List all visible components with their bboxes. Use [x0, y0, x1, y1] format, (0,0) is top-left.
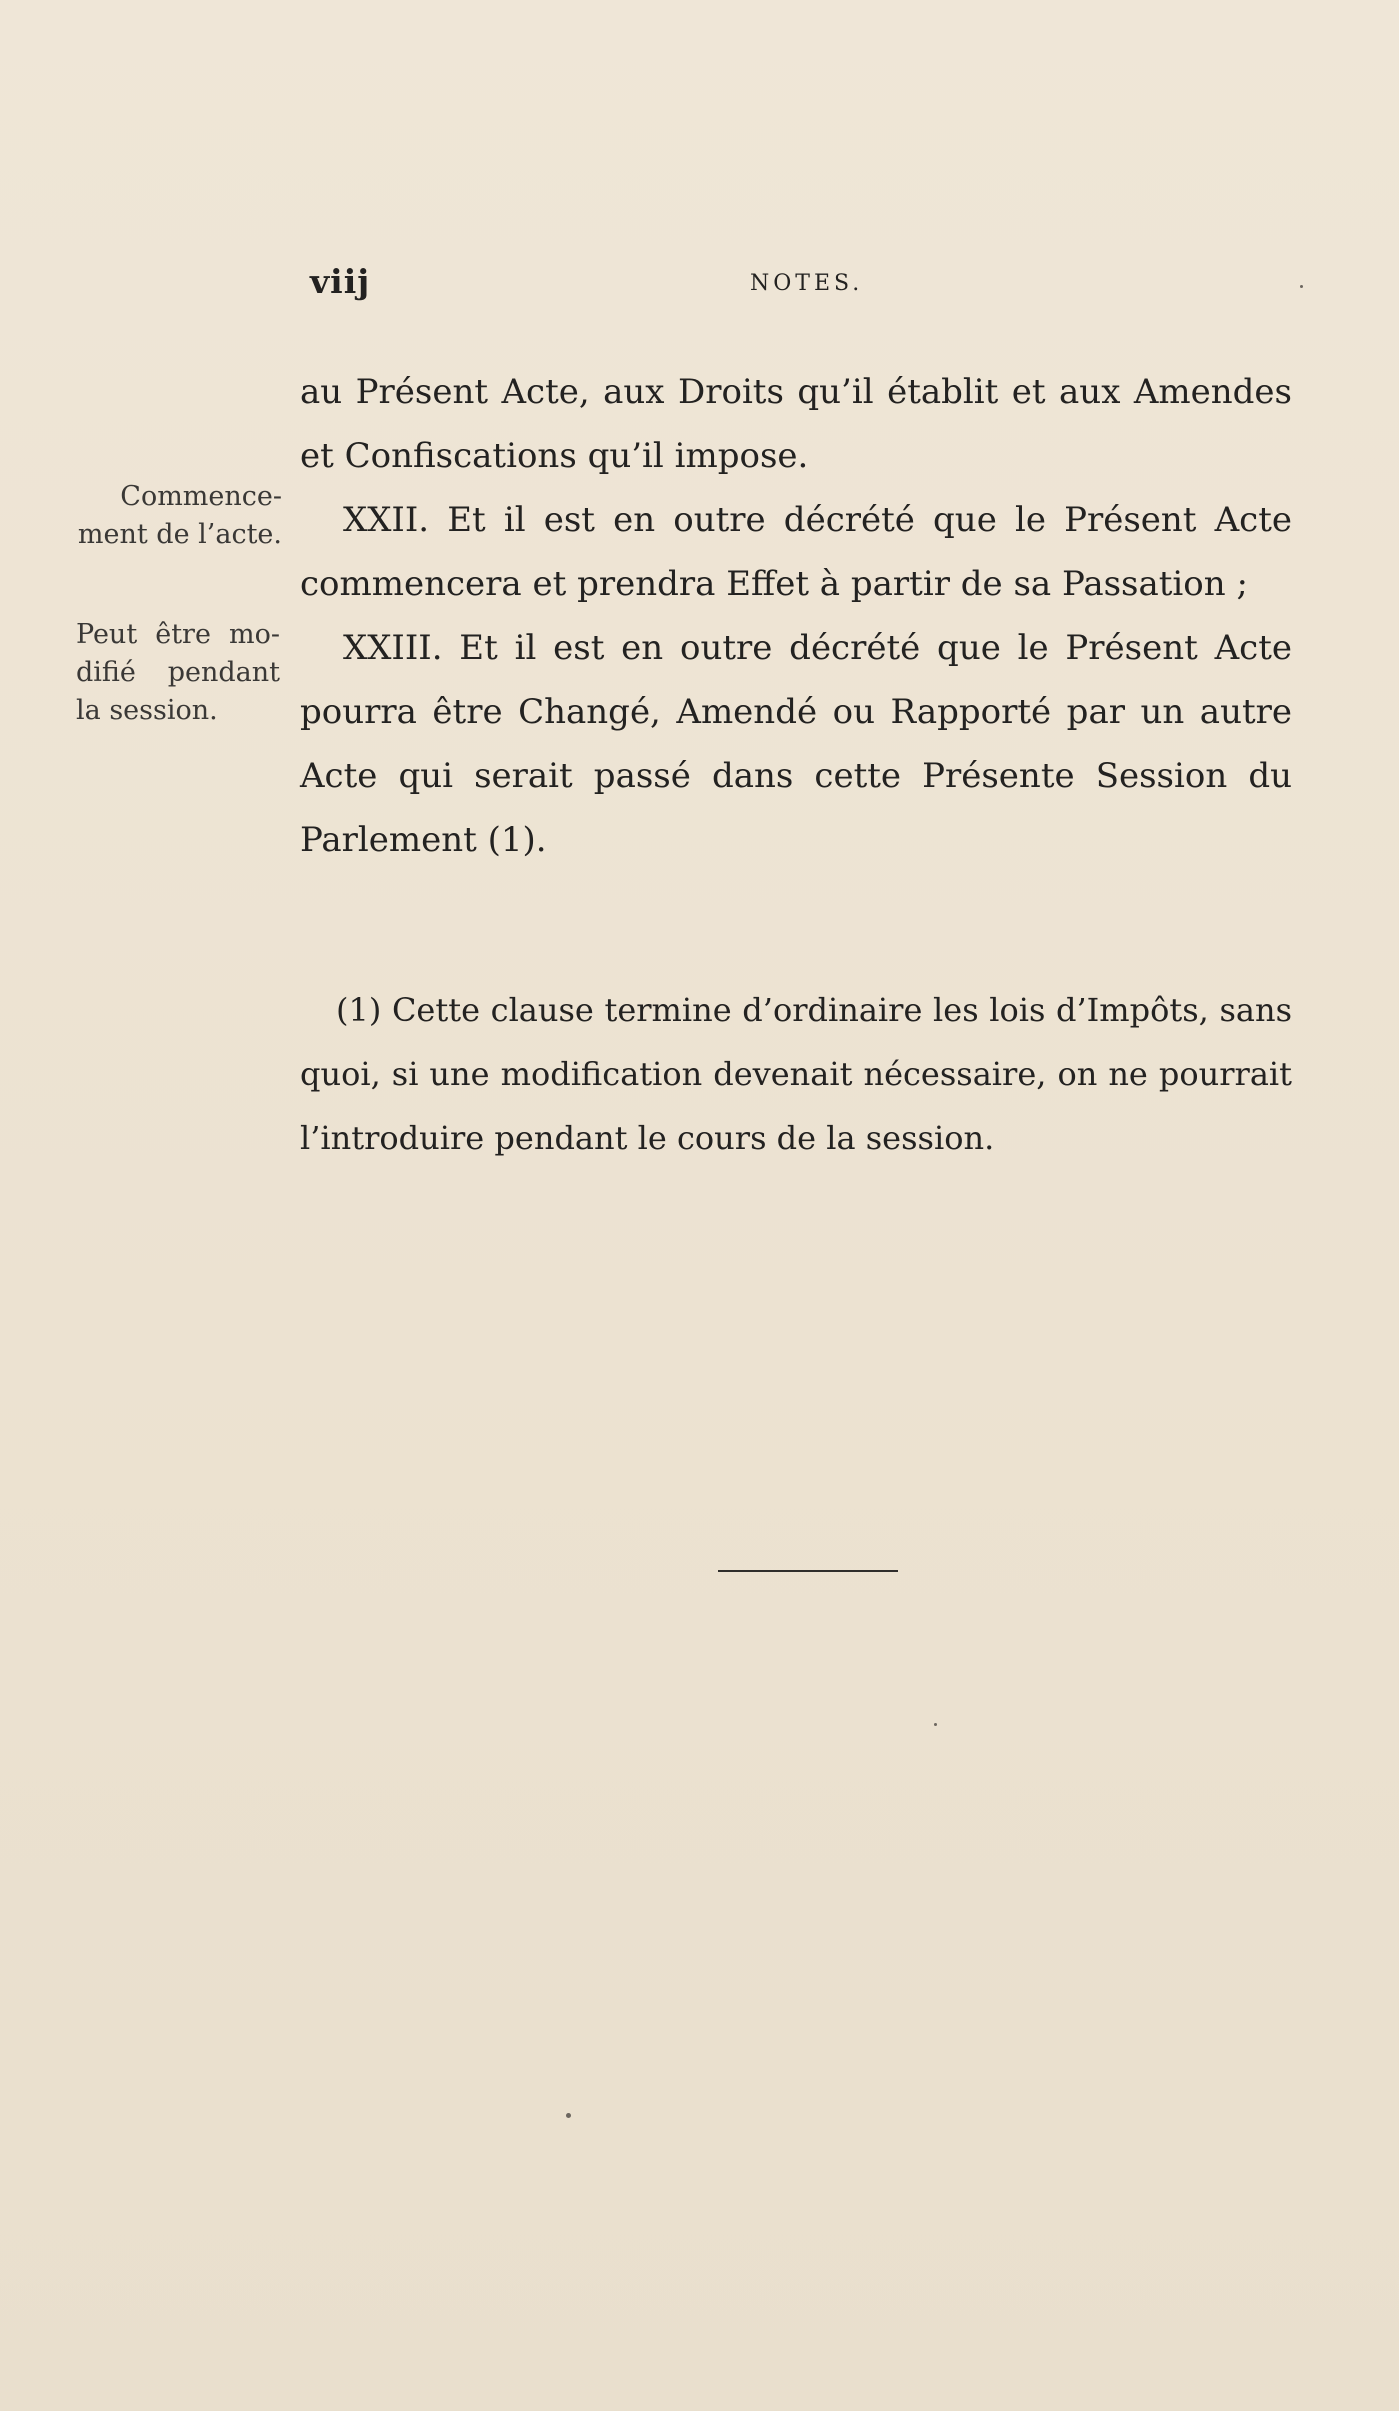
page-number: viij: [310, 262, 371, 301]
running-head: [310, 262, 1310, 302]
paper-speck: [934, 1723, 937, 1726]
paper-speck: [566, 2113, 571, 2118]
paragraph-xxiii: XXIII. Et il est en outre décrété que le Présent Acte pourra être Changé, Amendé ou Rapporté par un autre Acte qui serait passé dans cette Présente Session du Parlement (1).: [300, 628, 1292, 860]
margin-note-modification: Peut être mo-difié pendant la session.: [76, 619, 280, 726]
running-head-title: NOTES.: [750, 271, 864, 296]
end-rule: [718, 1570, 898, 1572]
margin-note-commencement: Commence-ment de l’acte.: [77, 481, 282, 550]
main-text: [300, 360, 1292, 872]
paper-speck: [1300, 285, 1303, 288]
footnote-text: (1) Cette clause termine d’ordinaire les lois d’Impôts, sans quoi, si une modification devenait nécessaire, on ne pourrait l’introduire pendant le cours de la session.: [300, 991, 1292, 1157]
paragraph-continuation: au Présent Acte, aux Droits qu’il établit et aux Amendes et Confiscations qu’il impose.: [300, 372, 1292, 476]
paragraph-xxii: XXII. Et il est en outre décrété que le Présent Acte commencera et prendra Effet à partir de sa Passation ;: [300, 500, 1292, 604]
footnote: [300, 978, 1292, 1170]
